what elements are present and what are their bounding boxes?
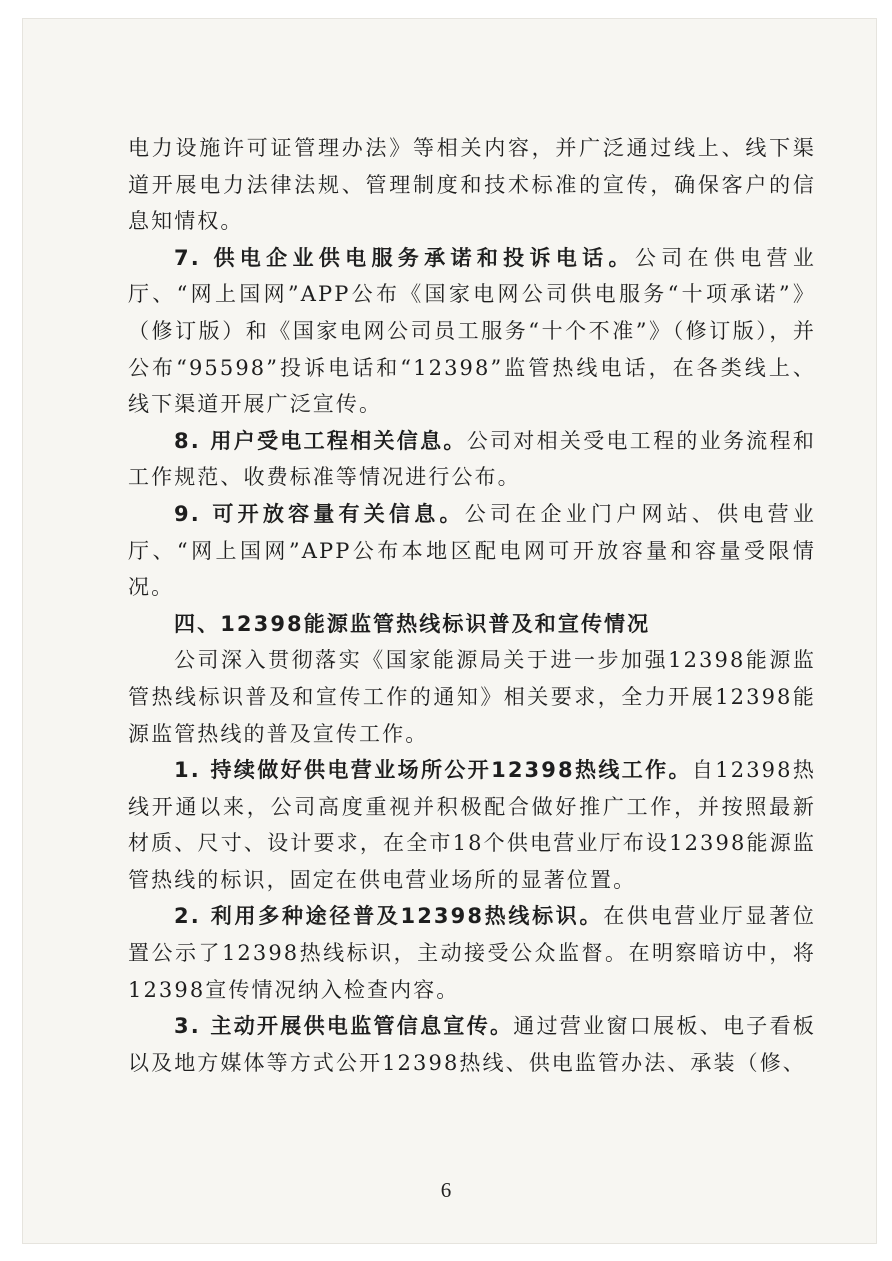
subitem-2-heading: 2. 利用多种途径普及12398热线标识。	[174, 904, 604, 929]
item-8-text: 公司对相关受电工程的业务流程和工作规范、收费标准等情况进行公布。	[128, 428, 816, 490]
paragraph-subitem-3	[128, 1008, 816, 1081]
section-intro-text: 公司深入贯彻落实《国家能源局关于进一步加强12398能源监管热线标识普及和宣传工作的通知》相关要求，全力开展12398能源监管热线的普及宣传工作。	[128, 648, 816, 746]
subitem-3-text: 通过营业窗口展板、电子看板以及地方媒体等方式公开12398热线、供电监管办法、承装（修、	[128, 1014, 816, 1075]
section-heading-four	[128, 606, 816, 643]
item-7-text: 公司在供电营业厅、“网上国网”APP公布《国家电网公司供电服务“十项承诺”》（修订版）和《国家电网公司员工服务“十个不准”》（修订版），并公布“95598”投诉电话和“12398”监管热线电话，在各类线上、线下渠道开展广泛宣传。	[128, 245, 816, 417]
paragraph-section-intro	[128, 642, 816, 752]
document-page	[22, 18, 877, 1244]
document-body	[128, 130, 816, 1081]
paragraph-subitem-2	[128, 898, 816, 1008]
item-8-heading: 8. 用户受电工程相关信息。	[174, 428, 467, 453]
item-7-heading: 7. 供电企业供电服务承诺和投诉电话。	[174, 245, 635, 270]
paragraph-text: 电力设施许可证管理办法》等相关内容，并广泛通过线上、线下渠道开展电力法律法规、管理制度和技术标准的宣传，确保客户的信息知情权。	[128, 136, 816, 234]
paragraph-item-7	[128, 240, 816, 423]
paragraph-item-9	[128, 496, 816, 606]
section-heading-text: 四、12398能源监管热线标识普及和宣传情况	[174, 611, 651, 636]
paragraph-continuation	[128, 130, 816, 240]
paragraph-item-8	[128, 423, 816, 496]
item-9-heading: 9. 可开放容量有关信息。	[174, 501, 465, 526]
page-number: 6	[440, 1178, 452, 1202]
subitem-1-text: 自12398热线开通以来，公司高度重视并积极配合做好推广工作，并按照最新材质、尺寸、设计要求，在全市18个供电营业厅布设12398能源监管热线的标识，固定在供电营业场所的显著位置。	[128, 758, 816, 892]
paragraph-subitem-1	[128, 752, 816, 898]
subitem-3-heading: 3. 主动开展供电监管信息宣传。	[174, 1014, 514, 1039]
subitem-2-text: 在供电营业厅显著位置公示了12398热线标识，主动接受公众监督。在明察暗访中，将12398宣传情况纳入检查内容。	[128, 904, 816, 1002]
subitem-1-heading: 1. 持续做好供电营业场所公开12398热线工作。	[174, 758, 692, 783]
item-9-text: 公司在企业门户网站、供电营业厅、“网上国网”APP公布本地区配电网可开放容量和容量受限情况。	[128, 501, 817, 600]
